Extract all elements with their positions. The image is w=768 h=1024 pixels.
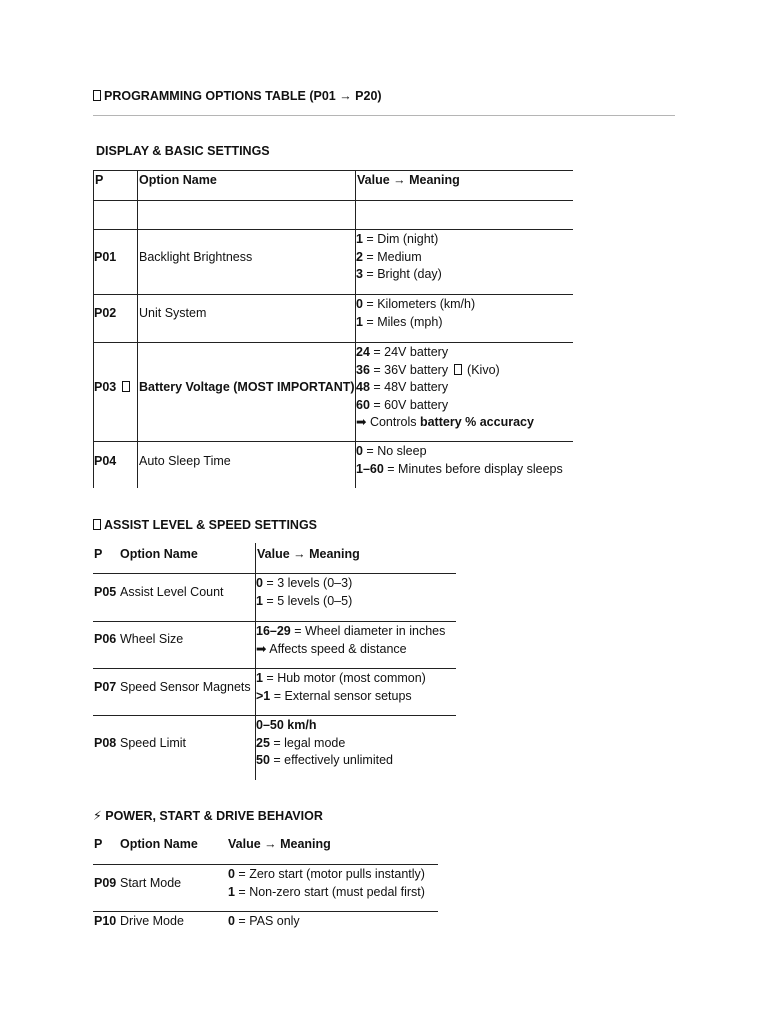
- missing-glyph-icon: [93, 519, 101, 530]
- table-header-value: Value → Meaning: [357, 173, 460, 187]
- table-header-p: P: [95, 173, 104, 187]
- table-header-p: P: [94, 547, 103, 561]
- section-title-display: DISPLAY & BASIC SETTINGS: [96, 144, 270, 158]
- value-list: 1 = Dim (night) 2 = Medium 3 = Bright (day): [356, 232, 442, 281]
- document-page: PROGRAMMING OPTIONS TABLE (P01 → P20) DISPLAY & BASIC SETTINGS P Option Name Value → Meaning P01 Backlight Brightness 1 = Dim (night) 2 = Medium 3 = Bright (day) P02 Unit System 0 = Kilometers (km/h) 1 = Miles (mph) P03 Battery Voltage (MOST IMPORTANT) 24 = 24V battery 36 = 36V battery (Kivo) 48 = 48V battery 60 = 60V battery ➡ Controls battery % accuracy P04 Auto Sleep Time 0 = No sleep 1–60 = Minutes before display sleeps ASSIST LEVEL & SPEED SETTINGS P Option Name Value → Meaning P05 Assist Level Count 0 = 3 levels (0–3) 1 = 5 levels (0–5) P06 Wheel Size 16–29 = Wheel diameter in inches ➡ Affects speed & distance P07 Speed Sensor Magnets 1 = Hub motor (most common) >1 = External sensor setups P08 Speed Limit 0–50 km/h 25 = legal mode 50 = effectively unlimited ⚡ POWER, START & DRIVE BEHAVIOR P Option Name Value → Meaning P09 Start Mode 0 = Zero start (motor pulls instantly) 1 = Non-zero start (must pedal first) P10 Drive Mode 0 = PAS only: [0, 0, 768, 1024]
- value-list: 0–50 km/h 25 = legal mode 50 = effectively unlimited: [256, 718, 394, 767]
- value-list: 0 = Zero start (motor pulls instantly) 1 = Non-zero start (must pedal first): [228, 867, 425, 899]
- table-header-option-name: Option Name: [139, 173, 217, 187]
- value-list: 16–29 = Wheel diameter in inches ➡ Affects speed & distance: [256, 624, 446, 656]
- table-header-p: P: [94, 837, 103, 851]
- value-list: 0 = PAS only: [228, 914, 300, 928]
- table-header-value: Value → Meaning: [228, 837, 331, 851]
- missing-glyph-icon: [122, 381, 130, 392]
- missing-glyph-icon: [93, 90, 101, 101]
- title-divider: [93, 115, 675, 116]
- section-title-power: ⚡ POWER, START & DRIVE BEHAVIOR: [93, 809, 323, 823]
- table-header-value: Value → Meaning: [257, 547, 360, 561]
- table-header-option-name: Option Name: [120, 837, 198, 851]
- section-title-assist: ASSIST LEVEL & SPEED SETTINGS: [93, 517, 317, 535]
- document-title: PROGRAMMING OPTIONS TABLE (P01 → P20): [93, 88, 382, 106]
- table-header-option-name: Option Name: [120, 547, 198, 561]
- value-list: 0 = Kilometers (km/h) 1 = Miles (mph): [356, 297, 476, 329]
- value-list: 24 = 24V battery 36 = 36V battery (Kivo) 48 = 48V battery 60 = 60V battery ➡ Controls battery % accuracy: [356, 345, 534, 429]
- value-list: 1 = Hub motor (most common) >1 = External sensor setups: [256, 671, 426, 703]
- value-list: 0 = 3 levels (0–3) 1 = 5 levels (0–5): [256, 576, 353, 608]
- missing-glyph-icon: [454, 364, 462, 375]
- value-list: 0 = No sleep 1–60 = Minutes before display sleeps: [356, 444, 563, 476]
